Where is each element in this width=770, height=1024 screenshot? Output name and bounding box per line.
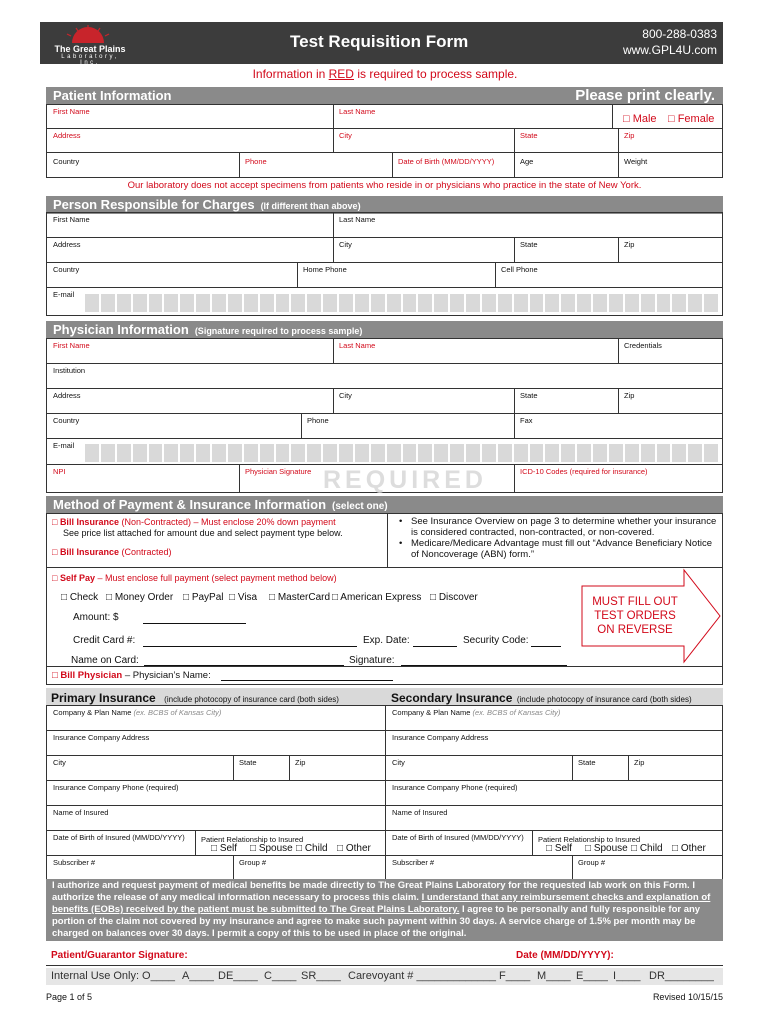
secondary-other-checkbox[interactable]: □ Other <box>672 843 706 854</box>
insurance-options <box>46 513 723 568</box>
physician-institution: Institution <box>53 366 86 375</box>
primary-group-label: Group # <box>239 858 267 867</box>
internal-use-label: Internal Use Only: <box>51 970 140 982</box>
price-list-note: See price list attached for amount due and select payment type below. <box>63 528 343 538</box>
required-watermark: REQUIRED <box>323 466 487 494</box>
primary-self-checkbox[interactable]: □ Self <box>211 843 238 854</box>
charges-last-name: Last Name <box>339 215 376 224</box>
bill-physician-checkbox[interactable]: □ Bill Physician – Physician’s Name: <box>52 670 211 681</box>
male-checkbox[interactable]: □ Male <box>623 113 657 125</box>
primary-insured-dob-label: Date of Birth of Insured (MM/DD/YYYY) <box>53 833 185 842</box>
check-option[interactable]: □ Check <box>61 592 99 603</box>
charges-city: City <box>339 240 352 249</box>
primary-city-label: City <box>53 758 66 767</box>
charges-table <box>46 212 723 316</box>
physician-signature-label: Physician Signature <box>245 467 312 476</box>
signature-row[interactable] <box>46 948 723 966</box>
primary-state-label: State <box>239 758 257 767</box>
charges-cell-phone: Cell Phone <box>501 265 538 274</box>
female-checkbox[interactable]: □ Female <box>668 113 715 125</box>
secondary-insurance-header: Secondary Insurance (include photocopy of insurance card (both sides) <box>386 688 723 705</box>
charges-home-phone: Home Phone <box>303 265 347 274</box>
primary-company-label: Company & Plan Name <box>53 708 132 717</box>
charges-email-label: E-mail <box>53 290 75 299</box>
charges-email-boxes[interactable] <box>85 294 718 312</box>
security-code-field[interactable] <box>531 646 561 647</box>
secondary-subscriber-label: Subscriber # <box>392 858 435 867</box>
card-signature-field[interactable] <box>401 665 567 666</box>
secondary-group-label: Group # <box>578 858 606 867</box>
physician-name-field[interactable] <box>221 680 393 681</box>
first-name-label: First Name <box>53 107 90 116</box>
logo-name: The Great Plains <box>54 44 126 54</box>
revised-date: Revised 10/15/15 <box>652 992 723 1002</box>
last-name-label: Last Name <box>339 107 376 116</box>
secondary-insured-dob-label: Date of Birth of Insured (MM/DD/YYYY) <box>392 833 524 842</box>
primary-phone-label: Insurance Company Phone (required) <box>53 783 179 792</box>
card-signature-label: Signature: <box>349 655 395 666</box>
secondary-insurance-table: Company & Plan Name (ex. BCBS of Kansas City) Insurance Company Address City State Zip Insurance Company Phone (required) Name of Insured Date of Birth of Insured (MM/DD/YYYY) Patient Relationship to Insured □ Self □ Spouse □ Child □ Other Subscriber # Group # <box>385 705 723 881</box>
primary-insurance-table: Company & Plan Name (ex. BCBS of Kansas City) Insurance Company Address City State Zip Insurance Company Phone (required) Name of Insured Date of Birth of Insured (MM/DD/YYYY) Patient Relationship to Insured □ Self □ Spouse □ Child □ Other Subscriber # Group # <box>46 705 386 881</box>
primary-relationship-label: Patient Relationship to Insured <box>201 835 304 844</box>
paypal-option[interactable]: □ PayPal <box>183 592 224 603</box>
physician-credentials: Credentials <box>624 341 662 350</box>
self-pay-box <box>46 568 723 667</box>
american-express-option[interactable]: □ American Express <box>332 592 422 603</box>
required-notice: Information in RED is required to process sample. <box>252 67 518 81</box>
primary-subscriber-label: Subscriber # <box>53 858 96 867</box>
guarantor-signature-label: Patient/Guarantor Signature: <box>51 950 188 961</box>
phone-label: Phone <box>245 157 267 166</box>
header-phone: 800-288-0383 <box>642 27 717 41</box>
page-title: Test Requisition Form <box>290 32 469 51</box>
new-york-notice: Our laboratory does not accept specimens from patients who reside in or physicians who practice in the state of New York. <box>127 180 642 191</box>
secondary-address-label: Insurance Company Address <box>392 733 489 742</box>
primary-address-label: Insurance Company Address <box>53 733 150 742</box>
primary-child-checkbox[interactable]: □ Child <box>296 843 328 854</box>
charges-state: State <box>520 240 538 249</box>
amount-field[interactable] <box>143 623 246 624</box>
charges-address: Address <box>53 240 81 249</box>
credit-card-field[interactable] <box>143 646 357 647</box>
credit-card-label: Credit Card #: <box>73 635 136 646</box>
primary-insurance-header: Primary Insurance (include photocopy of insurance card (both sides) <box>46 688 386 705</box>
exp-date-field[interactable] <box>413 646 457 647</box>
amount-label: Amount: $ <box>73 612 119 623</box>
charges-country: Country <box>53 265 80 274</box>
primary-insured-name-label: Name of Insured <box>53 808 109 817</box>
physician-email-label: E-mail <box>53 441 75 450</box>
visa-option[interactable]: □ Visa <box>229 592 258 603</box>
physician-state: State <box>520 391 538 400</box>
physician-npi: NPI <box>53 467 66 476</box>
name-on-card-field[interactable] <box>144 665 344 666</box>
logo-subname: Laboratory, Inc. <box>61 54 119 66</box>
secondary-city-label: City <box>392 758 405 767</box>
physician-zip: Zip <box>624 391 635 400</box>
secondary-company-label: Company & Plan Name <box>392 708 471 717</box>
header-website: www.GPL4U.com <box>622 43 717 57</box>
secondary-relationship-label: Patient Relationship to Insured <box>538 835 641 844</box>
primary-other-checkbox[interactable]: □ Other <box>337 843 371 854</box>
mastercard-option[interactable]: □ MasterCard <box>269 592 331 603</box>
form-header <box>40 22 723 64</box>
physician-first-name: First Name <box>53 341 90 350</box>
city-label: City <box>339 131 352 140</box>
exp-date-label: Exp. Date: <box>363 635 410 646</box>
zip-label: Zip <box>624 131 635 140</box>
bill-physician-row <box>46 667 723 685</box>
sun-logo-icon <box>58 25 118 43</box>
primary-zip-label: Zip <box>295 758 306 767</box>
test-orders-callout: MUST FILL OUT TEST ORDERS ON REVERSE <box>592 596 678 636</box>
secondary-child-checkbox[interactable]: □ Child <box>631 843 663 854</box>
weight-label: Weight <box>624 157 648 166</box>
money-order-option[interactable]: □ Money Order <box>106 592 174 603</box>
secondary-insured-name-label: Name of Insured <box>392 808 448 817</box>
charges-zip: Zip <box>624 240 635 249</box>
charges-section-header: Person Responsible for Charges (If different than above) <box>46 196 723 214</box>
primary-spouse-checkbox[interactable]: □ Spouse <box>250 843 293 854</box>
physician-fax: Fax <box>520 416 533 425</box>
patient-section-header: Patient Information Please print clearly. <box>46 87 723 105</box>
charges-first-name: First Name <box>53 215 90 224</box>
secondary-zip-label: Zip <box>634 758 645 767</box>
dob-label: Date of Birth (MM/DD/YYYY) <box>398 157 495 166</box>
secondary-self-checkbox[interactable]: □ Self <box>546 843 573 854</box>
security-code-label: Security Code: <box>463 635 529 646</box>
payment-section-header: Method of Payment & Insurance Information (select one) <box>46 496 723 514</box>
physician-email-boxes[interactable] <box>85 444 718 462</box>
state-label: State <box>520 131 538 140</box>
bill-insurance-noncontracted-checkbox[interactable]: □ Bill Insurance (Non-Contracted) – Must enclose 20% down payment <box>52 517 336 527</box>
page-number: Page 1 of 5 <box>46 992 93 1002</box>
discover-option[interactable]: □ Discover <box>430 592 478 603</box>
physician-address: Address <box>53 391 81 400</box>
icd-codes-label: ICD-10 Codes (required for insurance) <box>520 467 648 476</box>
physician-last-name: Last Name <box>339 341 376 350</box>
physician-country: Country <box>53 416 80 425</box>
physician-section-header: Physician Information (Signature required to process sample) <box>46 321 723 339</box>
physician-phone: Phone <box>307 416 329 425</box>
country-label: Country <box>53 157 80 166</box>
physician-table <box>46 338 723 493</box>
age-label: Age <box>520 157 534 166</box>
self-pay-checkbox[interactable]: □ Self Pay – Must enclose full payment (select payment method below) <box>52 573 337 583</box>
bill-insurance-contracted-checkbox[interactable]: □ Bill Insurance (Contracted) <box>52 547 172 557</box>
insurance-bullets: • See Insurance Overview on page 3 to determine whether your insurance is considered contracted, non-contracted, or non-covered. • Medicare/Medicare Advantage must fill out “Advance Beneficiary Notice of Noncoverage (ABN) form.” <box>399 516 717 560</box>
internal-use-row: Internal Use Only: O____ A____ DE____ C____ SR____ Carevoyant # _____________ F____ M____ E____ I____ DR________ <box>46 968 723 985</box>
physician-city: City <box>339 391 352 400</box>
secondary-spouse-checkbox[interactable]: □ Spouse <box>585 843 628 854</box>
name-on-card-label: Name on Card: <box>71 655 139 666</box>
secondary-phone-label: Insurance Company Phone (required) <box>392 783 518 792</box>
signature-date-label: Date (MM/DD/YYYY): <box>516 950 614 961</box>
address-label: Address <box>53 131 81 140</box>
authorization-text: I authorize and request payment of medical benefits be made directly to The Great Plains Laboratory for the requested lab work on this Form. I authorize the release of any medical information necessary to process this claim. I understand that any reimbursement checks and explanation of benefits (EOBs) received by the patient must be submitted to The Great Plains Laboratory. I agree to be personally and fully responsible for any portion of the claim not covered by my insurance and agree to make such payment within 30 days. A service charge of 1.5% per month may be charged on balances over 30 days. I permit a copy of this to be used in place of the original. <box>46 879 723 941</box>
patient-table <box>46 104 723 178</box>
secondary-state-label: State <box>578 758 596 767</box>
